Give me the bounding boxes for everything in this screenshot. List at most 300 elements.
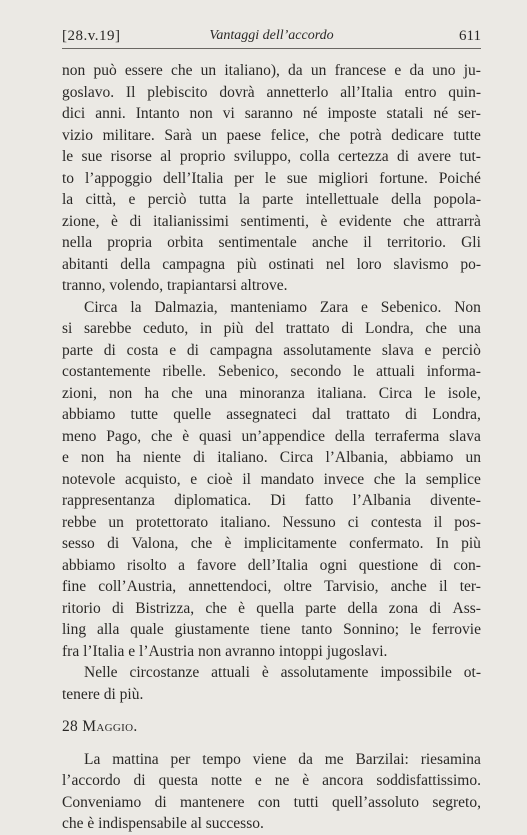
word: mantenere [180,793,245,811]
running-header [62,28,481,50]
word: trattato [346,406,390,423]
word: Tarvisio, [324,578,379,595]
word: una [458,320,481,337]
word: ancora [322,772,364,789]
word: quella [256,599,295,617]
word: implicitamente [243,535,337,552]
word: slava [449,427,481,445]
word: non [62,62,86,79]
word: parte [262,191,294,208]
word: imposte [327,105,377,122]
word: certezza [337,148,389,165]
word: dedicare [391,126,444,144]
word: po- [460,255,481,273]
word: terraferma [374,427,440,445]
word: ha [116,449,131,466]
word: ser- [458,105,481,122]
word: loro [356,255,382,273]
word: Valona, [131,535,179,552]
word: che [403,212,425,230]
word: vizio [62,126,93,144]
word: si [62,320,73,337]
word: alla [96,621,120,638]
word: abitanti [62,255,109,273]
word: la [404,470,417,488]
word: Sebenico, [217,363,279,380]
word: zona [388,599,419,617]
word: potrà [349,126,382,144]
word: e [424,341,432,359]
word: Bistrizza, [135,599,195,617]
word: cioè [206,470,233,488]
word: tiene [260,621,291,638]
word: francese [334,62,387,79]
word: questione [358,556,419,574]
word: mattina [112,750,159,768]
word: abbiamo [399,449,454,466]
word: In [435,535,449,552]
word: slavismo [393,255,449,273]
word: le [353,363,365,380]
word: notte [210,772,242,789]
word: di [111,599,125,617]
word: che [171,384,193,402]
text-line: fra l’Italia e l’Austria non avranno intoppi jugoslavi. [62,642,388,660]
word: è [320,212,328,230]
text-line [62,749,481,771]
word: e [190,470,198,488]
word: sentimentale [218,234,297,251]
word: giustamente [174,621,250,638]
word: abbiamo [62,406,116,423]
word: anche [390,578,427,595]
word: attrarrà [436,212,481,230]
word: assolutamente [283,341,372,359]
word: fatto [304,492,334,509]
word: plebiscito [147,83,208,101]
text-line [62,189,481,211]
word: Gli [461,234,481,251]
word: Londra, [432,406,481,423]
word: del [255,320,275,337]
word: vi [222,105,235,122]
page-number: 611 [459,28,481,44]
text-line [62,490,481,512]
word: sesso [62,535,95,552]
text-line: che è indispensabile al successo. [62,815,264,832]
word: dell’Italia [247,556,309,574]
word: annettendoci, [188,578,272,595]
word: in [199,320,212,337]
word: sviluppo, [233,148,292,165]
word: oltre [283,578,312,595]
word: è [224,535,232,552]
word: orbita [167,234,204,251]
word: di [107,535,120,552]
word: dell’Italia [162,169,224,187]
word: di [397,148,410,165]
word: statali [386,105,424,122]
word: di [429,556,442,574]
word: favore [196,556,237,574]
word: città, [85,191,117,208]
word: Zara [319,298,349,316]
word: nella [62,234,93,251]
word: dovrà [219,83,255,101]
word: tutta [198,191,227,208]
word: Pago, [106,427,142,445]
word: e [254,772,262,789]
word: ritorio [62,599,101,617]
word: Il [125,83,136,101]
word: di [341,320,354,337]
word: avere [417,148,452,165]
word: Sonnino; [343,621,400,638]
word: militare. [102,126,155,144]
word: Poiché [438,169,481,187]
word: Ass- [452,599,481,617]
word: isole, [447,384,481,402]
word: Conveniamo [62,793,142,811]
word: uno [432,62,456,79]
word: questa [158,772,199,789]
word: di [103,341,116,359]
word: intellettuale [305,191,379,208]
word: a [178,556,186,574]
text-line [62,426,481,448]
word: attuali [376,363,415,380]
word: italianissimi [153,212,229,230]
word: con- [453,556,481,574]
date-heading [62,716,481,738]
word: di [186,341,199,359]
word: è [302,772,310,789]
text-line [62,598,481,620]
word: semplice [425,470,481,488]
word: risorse [110,148,152,165]
word: quin- [448,83,481,101]
word: Nessuno [282,513,336,531]
word: è [238,599,245,617]
word: il [433,513,443,531]
word: Intanto [135,105,180,122]
word: pos- [454,513,481,531]
word: la [62,191,74,208]
text-line [62,512,481,534]
word: ferrovie [431,621,481,638]
word: confermato. [349,535,424,552]
text-line [62,619,481,641]
word: Circa [279,449,314,466]
word: contesta [370,513,422,531]
word: essere [124,62,163,79]
word: viene [252,750,287,768]
word: la [238,191,250,208]
word: che [170,62,193,79]
word: per [170,750,191,768]
text-line [62,361,481,383]
word: parte [305,599,337,617]
word: che [425,320,447,337]
word: non [109,384,133,402]
word: né [433,105,449,122]
word: parte [62,341,93,359]
word: un [310,62,327,79]
word: più [223,320,244,337]
word: assolutamente [280,664,369,681]
word: le [62,148,74,165]
word: dici [62,105,86,122]
word: e [128,191,136,208]
word: Barzilai: [355,750,409,768]
word: nel [325,255,345,273]
word: le [409,621,422,638]
text-line [62,297,481,319]
word: della [391,191,422,208]
text-line: tenere di più. [62,685,144,703]
word: minoranza [239,384,305,402]
word: al [160,148,172,165]
word: sue [286,169,308,187]
word: di [154,793,167,811]
word: zione, [62,212,100,230]
word: una [204,384,228,402]
word: goslavo. [62,83,115,101]
word: costantemente [62,363,151,380]
word: entro [404,83,437,101]
word: non [189,105,213,122]
word: soddisfattissimo. [376,772,481,789]
word: che [190,535,213,552]
word: ci [347,513,359,531]
word: ha [144,384,160,402]
word: divente- [430,492,481,509]
word: è [182,427,190,445]
text-line [62,662,481,684]
word: da [409,62,425,79]
word: di [429,599,442,617]
word: zioni, [62,384,97,402]
header-rule [62,48,481,49]
word: Londra, [365,320,414,337]
word: tutte [130,406,159,423]
text-line [62,792,481,814]
text-line [62,576,481,598]
text-line [62,125,481,147]
word: più [236,255,257,273]
word: ot- [463,664,481,681]
word: saranno [244,105,293,122]
word: l’appoggio [84,169,153,187]
word: fine [62,578,87,595]
word: manteniamo [230,298,308,316]
word: un [108,513,124,531]
word: niente [143,449,181,466]
word: ling [62,621,87,638]
word: diplomatica. [174,492,252,509]
word: e [394,62,402,79]
word: all’Italia [340,83,393,101]
word: Sebenico. [380,298,442,316]
word: le [424,384,436,402]
word: felice, [270,126,309,144]
word: rappresentanza [62,492,155,509]
word: quale [130,621,164,638]
word: proprio [179,148,226,165]
header-title: Vantaggi dell’accordo [209,28,334,43]
word: tempo [202,750,241,768]
word: non [81,449,105,466]
word: campagna [209,341,273,359]
word: sentimenti, [240,212,309,230]
date-day: 28 [62,718,79,735]
word: La [84,750,101,768]
word: Sarà [164,126,192,144]
word: di [133,772,146,789]
word: è [111,212,118,230]
word: costa [126,341,159,359]
word: circostanze [129,664,200,681]
word: che [373,470,396,488]
word: evidente [339,212,392,230]
text-line [62,168,481,190]
word: Nelle [84,664,118,681]
word: l’accordo [62,772,121,789]
word: anni. [95,105,126,122]
text-line [62,211,481,233]
word: il [363,234,372,251]
word: acquisto, [125,470,181,488]
paragraph-gap [62,738,481,749]
word: meno [62,427,97,445]
word: impossibile [380,664,452,681]
word: perciò [442,341,481,359]
word: è [261,664,269,681]
word: l’Albania, [325,449,388,466]
word: territorio. [387,234,446,251]
word: trattato [285,320,330,337]
word: secondo [290,363,342,380]
word: tutte [453,126,481,144]
word: ribelle. [162,363,206,380]
word: ter- [459,578,481,595]
word: risolto [126,556,167,574]
word: di [405,406,418,423]
word: l’Albania [352,492,412,509]
word: di [129,212,142,230]
text-line [62,533,481,555]
word: riesamina [420,750,481,768]
word: paese [226,126,262,144]
word: da [298,750,313,768]
text-line [62,383,481,405]
word: può [93,62,117,79]
word: da [288,62,303,79]
word: campagna [162,255,226,273]
word: me [324,750,344,768]
word: slava [381,341,414,359]
text-line [62,103,481,125]
word: quasi [198,427,232,445]
word: il [438,578,448,595]
word: segreto, [432,793,481,811]
word: tanto [301,621,333,638]
word: tut- [459,148,481,165]
word: ceduto, [143,320,189,337]
word: di [193,449,206,466]
word: informa- [426,363,481,380]
word: italiano. [220,513,271,531]
word: della [347,599,378,617]
word: un [465,449,481,466]
text-line [62,447,481,469]
word: e [169,341,177,359]
word: italiano. [217,449,268,466]
text-line [62,146,481,168]
text-line [62,555,481,577]
text-line [62,232,481,254]
text-line [62,340,481,362]
header-date: [28.v.19] [62,28,121,44]
text-line [62,469,481,491]
word: to [62,169,75,187]
word: invece [323,470,365,488]
word: rebbe [62,513,97,531]
word: della [334,427,365,445]
word: dal [311,406,331,423]
word: e [62,449,69,466]
word: più [461,535,481,552]
word: e [361,298,368,316]
word: assegnateci [226,406,297,423]
word: tutti [293,793,319,811]
word: migliori [318,169,369,187]
word: che [318,126,341,144]
word: quell’assoluto [332,793,419,811]
body-text [62,60,481,835]
word: Circa [378,384,413,402]
word: anche [311,234,349,251]
word: perciò [147,191,187,208]
word: mandato [260,470,314,488]
word: annetterlo [266,83,329,101]
word: un’appendice [241,427,325,445]
word: ostinati [268,255,315,273]
word: il [242,470,251,488]
text-line [62,254,481,276]
text-line [62,770,481,792]
text-line [62,82,481,104]
word: della [120,255,151,273]
word: Circa [84,298,118,316]
word: che [150,427,173,445]
word: per [234,169,254,187]
word: abbiamo [62,556,116,574]
text-line: tranno, volendo, trapiantarsi altrove. [62,277,288,294]
word: quelle [173,406,212,423]
word: sarebbe [84,320,132,337]
text-line [62,404,481,426]
paragraph-gap [62,705,481,716]
word: ju- [463,62,481,79]
word: né [302,105,318,122]
word: Non [454,298,481,316]
word: fortune. [379,169,428,187]
word: ne [274,772,290,789]
word: un [200,62,217,79]
word: italiana. [317,384,367,402]
word: popola- [433,191,481,208]
